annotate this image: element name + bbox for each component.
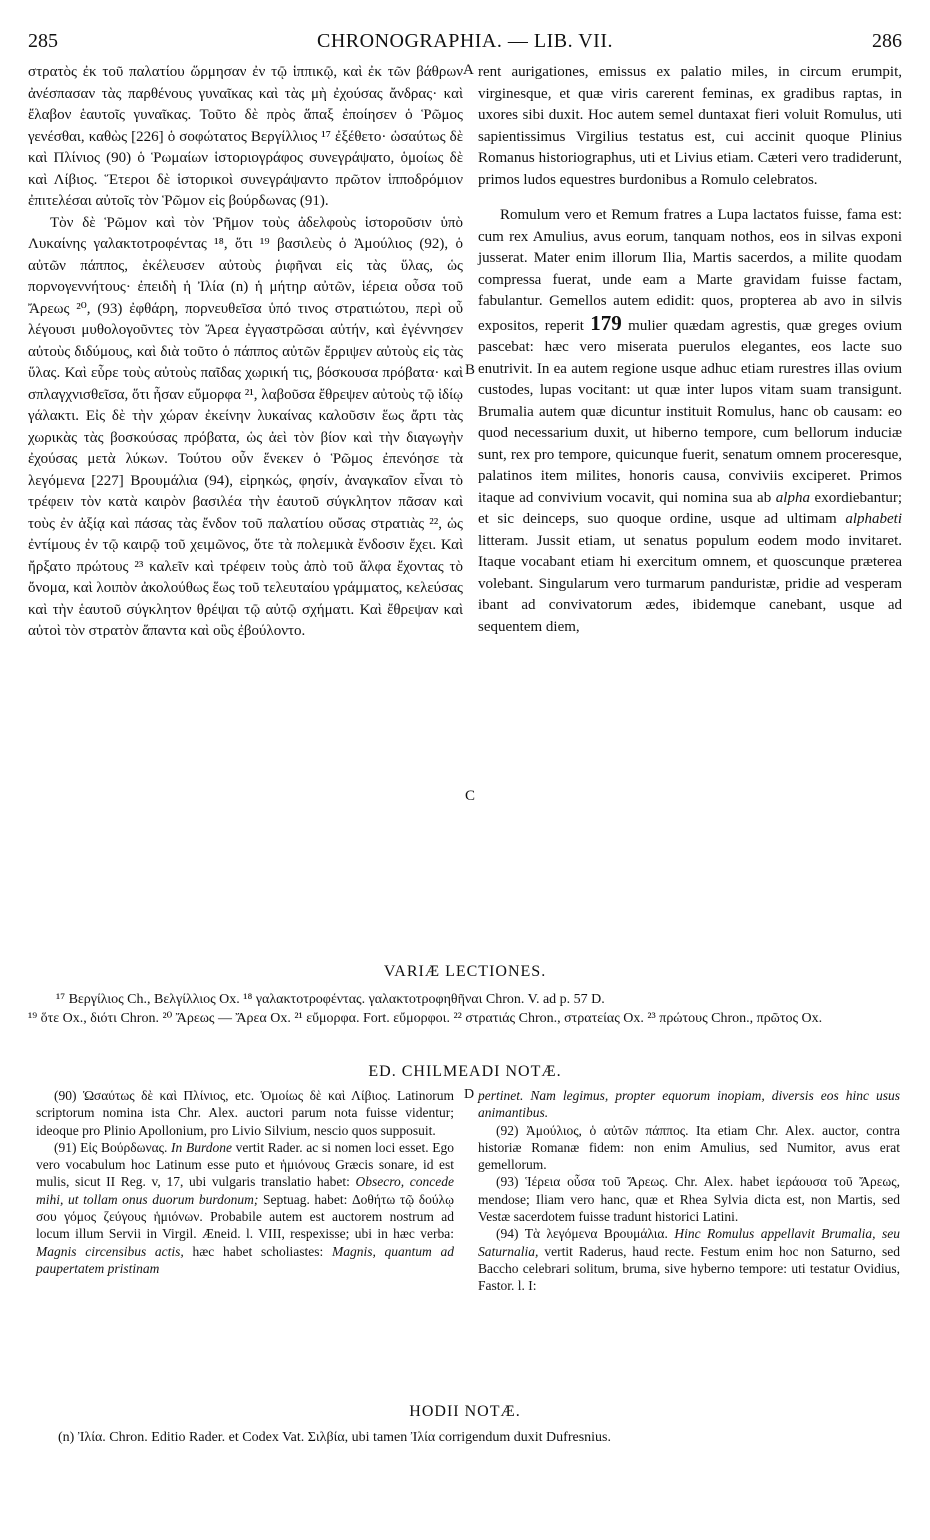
hodii-note-n: (n) Ἰλία. Chron. Editio Rader. et Codex Vat. Σιλβία, ubi tamen Ἰλία corrigendum duxit Dufresnius. [58,1430,611,1445]
margin-letter-b: B [465,362,476,378]
latin-text-b: mulier quædam agrestis, quæ greges ovium pascebat: hæc vero miserata puerulos elegantes, eos lacte suo enutrivit. In ea autem regione usque adhuc etiam rurestres illas ovium custodes, lupas vocitant: ut quæ inter lupos vitam suam transigunt. Brumalia autem quæ dicuntur instituit Romulus, hanc ob causam: eo quod necessarium duxit, ut hiberno tempore, cum bellorum induciæ sunt, rex pro tempore, quicunque fuerit, senatum omnem proceresque, palatinos item milites, honoris causa, conviviis exciperet. Primos itaque ad convivium vocavit, qui nomina sua ab [478,317,903,506]
variae-lectiones [28,990,902,1028]
note-92: (92) Ἀμούλιος, ὁ αὐτῶν πάππος. Ita etiam Chr. Alex. auctor, contra historiæ Romanæ fidem: non enim Amulius, sed Numitor, avus erat gemellorum. [478,1122,900,1173]
note-91-text-3: hæc habet scholiastes: [192,1243,324,1259]
hodii-notes [36,1428,902,1447]
note-91-italic-1: In Burdone [171,1139,232,1155]
page-number-right: 286 [872,30,902,52]
note-94-text: vertit Raderus, haud recte. Festum enim hoc non Saturno, sed Baccho celebrari solitum, bruma, sive hyberno tempore: uti testatur Ovidius, Fastor. l. I: [478,1243,900,1294]
latin-italic-alphabeti: alphabeti [845,511,903,527]
note-91-italic-4: Magnis, quantum ad paupertatem pristinam [36,1243,455,1276]
margin-letter-a: A [463,62,474,78]
note-93: (93) Ἱέρεια οὖσα τοῦ Ἄρεως. Chr. Alex. habet ἱεράουσα τοῦ Ἄρεως, mendose; Iliam vero hanc, quæ et Rhea Sylvia dicta est, non Martis, sed Vestæ sacerdotem fuisse tradunt historici Latini. [478,1174,900,1225]
latin-italic-alpha: alpha [775,489,810,506]
latin-text-d: litteram. Jussit etiam, ut senatus populum eodem modo invitaret. Itaque vocabant etiam hi exercitum omnem, et quoscunque præterea volebant. Singularum vero turmarum panduristæ, pridie ad vesperam ibant ad convivatorum ædes, ibidemque canebant, usque ad sequentem diem, [478,532,902,635]
latin-paragraph-2 [478,205,902,638]
page-marker: 179 [590,310,622,335]
note-91-continuation-italic: pertinet. Nam legimus, propter equorum inopiam, diversis eos hinc usus animantibus. [478,1088,900,1121]
running-title: CHRONOGRAPHIA. — LIB. VII. [317,30,613,52]
greek-paragraph-1: στρατὸς ἐκ τοῦ παλατίου ὥρμησαν ἐν τῷ ἱππικῷ, καὶ ἐκ τῶν βάθρων ἀνέσπασαν τὰς παρθένους γυναῖκας καὶ τὰς μὴ ἐχούσας ἄνδρας· καὶ ἔλαβον ἑαυτοῖς γυναῖκας. Τοῦτο δὲ πρὸς ἅπαξ ἐποίησεν ὁ Ῥῶμος γενέσθαι, καθὼς [226] ὁ σοφώτατος Βεργίλλιος ¹⁷ ἐξέθετο· ὡσαύτως δὲ καὶ Πλίνιος (90) ὁ Ῥωμαίων ἱστοριογράφος συνεγράψατο, ὁμοίως δὲ καὶ Λίβιος. Ἕτεροι δὲ ἱστορικοὶ συνεγράψαντο πρῶτον ἱπποδρόμιον ἐπιτελέσαι αὐτοῖς τὸν Ῥῶμον εἰς βούρδωνας (91). [28,64,463,209]
greek-column [28,62,463,643]
margin-letter-d: D [464,1087,475,1102]
note-91-italic-2: Obsecro, concede mihi, ut tollam onus duorum burdonum; [36,1174,454,1207]
variae-title: VARIÆ LECTIONES. [383,963,547,980]
note-90: (90) Ὡσαύτως δὲ καὶ Πλίνιος, etc. Ὁμοίως δὲ καὶ Λίβιος. Latinorum scriptorum nomina ista Chr. Alex. auctori parum nota fuisse videntur; ideoque pro Plinio Apollonium, pro Livio Silvium, nescio quos supposuit. [36,1088,454,1138]
margin-letter-c: C [465,788,476,804]
variae-line-2: ¹⁹ ὅτε Ox., διότι Chron. ²⁰ Ἄρεως — Ἄρεα Ox. ²¹ εὔμορφα. Fort. εὔμορφοι. ²² στρατιάς Chron., στρατείας Ox. ²³ πρώτους Chron., πρῶτος Ox. [28,1011,823,1026]
note-94-italic: Hinc Romulus appellavit Brumalia, seu Saturnalia, [478,1226,900,1259]
hodii-title: HODII NOTÆ. [409,1403,521,1420]
note-91-text-1: vertit Rader. ac si nomen loci esset. Ego vero vocabulum hoc Latinum esse puto et ἡμιόνους Græcis sonare, id est mulis, sicut II Reg. v, 17, ubi vulgaris translatio habet: [36,1139,454,1190]
paragraph-gap [478,191,902,205]
latin-text-c: exordiebantur; et sic deinceps, suo quoque ordine, usque ad ultimam [478,489,903,527]
note-91 [36,1139,454,1277]
chilmeadi-notes-left [36,1087,454,1277]
note-91-text-2: Septuag. habet: Δοθήτω τῷ δούλῳ σου γόμος ζεύγους ἡμιόνων. Probabile autem est auctorem nostrum ad locum illum Servii in Virgil. Æneid. l. VIII, respexisse; ubi in hæc verba: [36,1191,454,1242]
latin-paragraph-1: rent aurigationes, emissus ex palatio miles, in circum erumpit, virginesque, et quæ viris carerent feminas, ex gradibus raptas, in uxores sibi duxit. Hoc autem semel duntaxat fieri voluit Romulus, uti sapientissimus Virgilius testatus est, cui accinit quoque Plinius Romanus historiographus, uti et Livius etiam. Cæteri vero tradiderunt, primos ludos equestres burdonibus a Romulo celebratos. [478,64,902,188]
page-number-left: 285 [28,30,58,52]
variae-line-1: ¹⁷ Βεργίλιος Ch., Βελγίλλιος Ox. ¹⁸ γαλακτοτροφέντας. γαλακτοτροφηθῆναι Chron. V. ad p. 57 D. [56,992,605,1007]
latin-text-a: Romulum vero et Remum fratres a Lupa lactatos fuisse, fama est: cum rex Amulius, avus eorum, tanquam nothos, eos in silvas exponi jusserat. Mater enim illorum Ilia, Martis sacerdos, a milite quodam compressa fuerat, unde eam a Marte gravidam fuisse factam, fabulantur. Gemellos autem edidit: quos, propterea ab avo in silvis expositos, reperit [478,207,902,334]
note-91-italic-3: Magnis circensibus actis, [36,1243,184,1259]
note-91-lemma: (91) Εἰς Βούρδωνας. [54,1139,168,1155]
chilmeadi-title: ED. CHILMEADI NOTÆ. [368,1063,562,1080]
greek-paragraph-2: Τὸν δὲ Ῥῶμον καὶ τὸν Ῥῆμον τοὺς ἀδελφοὺς ἱστοροῦσιν ὑπὸ Λυκαίνης γαλακτοτροφέντας ¹⁸, ὅτι ¹⁹ βασιλεὺς ὁ Ἀμούλιος (92), ὁ αὐτῶν πάππος, ἐκέλευσεν αὐτοὺς ῥιφῆναι εἰς τὰς ὕλας, ὡς πορνογεννήτους· ἐπειδὴ ἡ Ἰλία (n) ἡ μήτηρ αὐτῶν, ἱέρεια οὖσα τοῦ Ἄρεως ²⁰, (93) ἐφθάρη, πορνευθεῖσα ὑπό τινος στρατιώτου, περὶ οὗ λέγουσι μυθολογοῦντες τὸν Ἄρεα ἐγγαστρῶσαι αὐτήν, καὶ ἐγέννησεν αὐτοὺς διδύμους, καὶ διὰ τοῦτο ὁ πάππος αὐτῶν ἔρριψεν αὐτοὺς εἰς τὰς ὕλας. Καὶ εὗρε τοὺς αὐτοὺς παῖδας χωρική τις, βόσκουσα πρόβατα· καὶ σπλαγχνισθεῖσα, ὅτι ἦσαν εὔμορφα ²¹, λαβοῦσα ἔθρεψεν αὐτοὺς τῷ ἰδίῳ γάλακτι. Εἰς δὲ τὴν χώραν ἐκείνην λυκαίνας καλοῦσιν ἕως ἄρτι τὰς χωρικὰς τὰς βοσκούσας πρόβατα, ὡς ἀεὶ τὸν βίον καὶ τὴν διαγωγὴν ἐχούσας μετὰ λύκων. Τούτου οὖν ἕνεκεν ὁ Ῥῶμος ἐπενόησε τὰ λεγόμενα [227] Βρουμάλια (94), εἰρηκώς, φησίν, ἀναγκαῖον εἶναι τὸ τρέφειν τὸν κατὰ καιρὸν βασιλέα τὴν ἑαυτοῦ σύγκλητον πᾶσαν καὶ τοὺς ἐν ἀξίᾳ καὶ πάσας τὰς ἔνδον τοῦ παλατίου οὔσας στρατιὰς ²², ὡς ἐντίμους ἐν τῷ καιρῷ τοῦ χειμῶνος, ὅτε τὰ πολεμικὰ ἔνδοσιν ἔχει. Καὶ ἤρξατο πρώτους ²³ καλεῖν καὶ τρέφειν τοὺς ἀπὸ τοῦ ἄλφα ἔχοντας τὸ ὄνομα, καὶ λοιπὸν ἀκολούθως ἕως τοῦ τελευταίου γράμματος, κελεύσας καὶ τὴν ἑαυτοῦ σύγκλητον θρέψαι τῷ αὐτῷ σχήματι. Καὶ ἔθρεψαν καὶ αὐτοὶ τὸν στρατὸν ἅπαντα καὶ οὓς ἐβούλοντο. [28,214,463,639]
chilmeadi-notes-right [478,1087,900,1295]
running-header [28,30,902,60]
note-94 [478,1225,900,1294]
note-91-continuation [478,1087,900,1122]
note-94-lemma: (94) Τὰ λεγόμενα Βρουμάλια. [496,1226,668,1242]
latin-column [478,62,902,638]
